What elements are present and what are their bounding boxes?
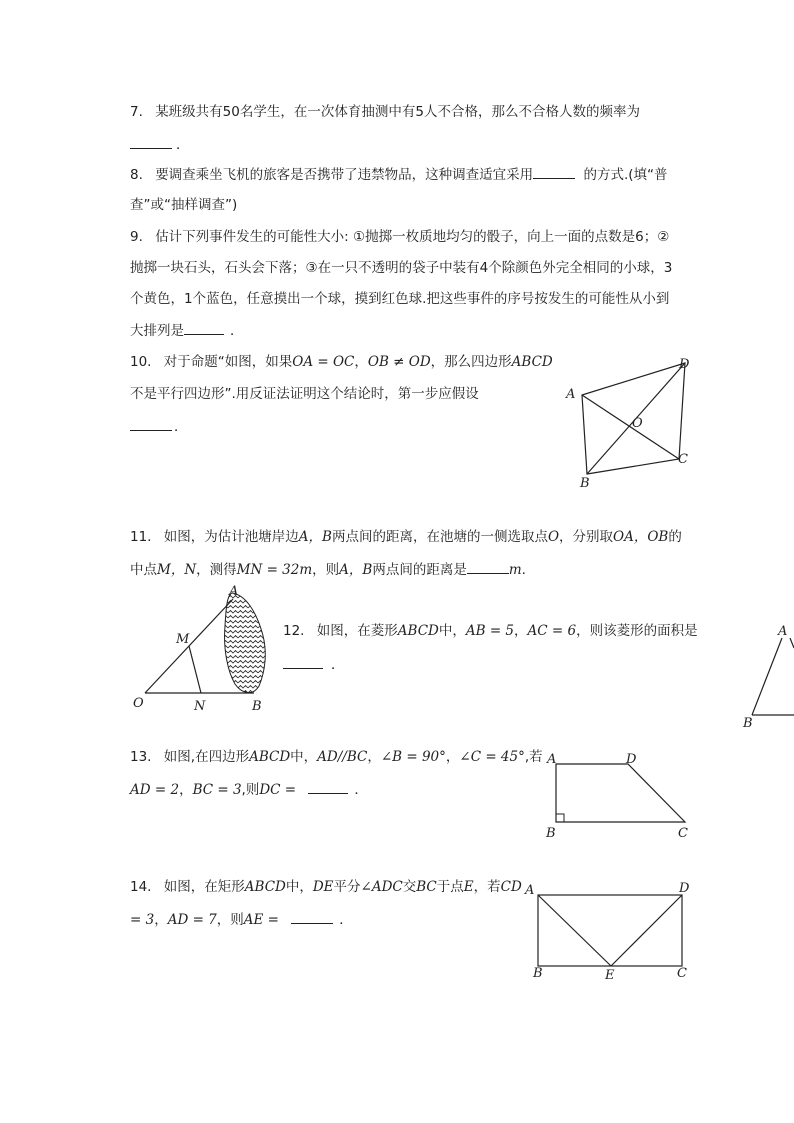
q9-number: 9. [130,229,143,245]
q12-sep: ， [514,623,528,639]
q7-line2 [130,134,190,155]
q9-line2 [130,258,672,278]
q11-text-a: 如图，为估计池塘岸边 [163,529,299,545]
q9-line2-text: 抛掷一块石头，石头会下落；③在一只不透明的袋子中装有4个除颜色外完全相同的小球，3 [130,260,673,276]
q10-line3 [130,416,188,437]
q11-label-b: B [252,699,262,714]
q11-text-g: ，则 [312,562,340,578]
q13-text-d: ,则 [241,782,260,798]
q13-sep-3: ， [179,782,193,798]
q10-condition-2: OB ≠ OD [367,354,431,370]
q10-line1 [130,352,553,372]
q11-points-ab-2: A，B [339,562,373,578]
q13-right-angle-mark [556,814,564,822]
q12-side-ad [790,638,794,648]
q12-end: ． [331,657,345,673]
q10-line2 [130,384,479,404]
q8-text-c: 查”或“抽样调查”) [130,197,238,213]
q14-line2 [130,909,353,930]
q7-number: 7. [130,104,143,120]
q14-text-f: ，若 [473,879,501,895]
q8-line2 [130,195,237,215]
q12-line1 [283,621,698,641]
q13-label-a: A [547,752,557,767]
q12-label-a: A [778,624,788,639]
q10-condition-1: OA = OC [292,354,355,370]
q14-text-b: 中， [285,879,313,895]
q14-cd-value: = 3 [130,912,155,928]
q10-sep: ， [354,354,368,370]
q14-end: ． [339,912,353,928]
q11-text-b: 两点间的距离，在池塘的一侧选取点 [331,529,548,545]
q13-text-c: ,若 [524,749,543,765]
q10-end: ． [174,419,188,435]
q11-equation: MN = 32m [236,562,313,578]
q13-line2 [130,779,368,800]
q10-label-b: B [580,476,590,491]
q14-answer-blank[interactable] [291,909,333,924]
q14-text-g: ，则 [216,912,244,928]
q11-unit: m [508,562,522,578]
q14-e: E [463,879,474,895]
q13-quad: ABCD [249,749,291,765]
q14-figure [520,878,700,988]
q14-cd: CD [500,879,522,895]
q14-rectangle [538,895,682,966]
q11-line1 [130,527,682,547]
q9-line1-text: 估计下列事件发生的可能性大小: ①抛掷一枚质地均匀的骰子，向上一面的点数是6；② [155,229,670,245]
q10-number: 10. [130,354,152,370]
q14-segment-de [611,895,682,966]
q14-ad: AD = 7 [167,912,217,928]
q14-label-d: D [679,881,690,896]
q10-figure [560,350,700,490]
q9-line4-text: 大排列是 [130,323,184,339]
q11-text-h: 两点间的距离是 [372,562,467,578]
q9-line3-text: 个黄色，1个蓝色，任意摸出一个球，摸到红色球.把这些事件的序号按发生的可能性从小到 [130,291,670,307]
q9-line4 [130,320,244,341]
q12-number: 12. [283,623,305,639]
q11-text-e: 中点 [130,562,157,578]
q7-answer-blank[interactable] [130,134,172,149]
q9-end: ． [230,323,244,339]
q13-bc: BC = 3 [192,782,242,798]
q14-sep: ， [154,912,168,928]
q13-text-b: 中， [290,749,318,765]
q8-text-b: 的方式.(填“普 [583,167,668,183]
q10-diagonal-ac [582,395,679,459]
q9-answer-blank[interactable] [184,320,224,335]
q7-line1 [130,102,640,122]
q12-ab: AB = 5 [465,623,515,639]
q8-text-a: 要调查乘坐飞机的旅客是否携带了违禁物品，这种调查适宜采用 [155,167,534,183]
q10-label-o: O [632,416,643,431]
q8-line1 [130,164,668,185]
q7-text: 某班级共有50名学生，在一次体育抽测中有5人不合格，那么不合格人数的频率为 [155,104,640,120]
q14-label-c: C [677,966,687,981]
q13-angle-b: ∠B = 90° [380,749,446,765]
q13-sep-1: ， [367,749,381,765]
q13-label-d: D [626,752,637,767]
q12-label-b: B [743,716,753,731]
q10-quad: ABCD [511,354,553,370]
q13-label-c: C [678,826,688,841]
q11-point-o: O [547,529,560,545]
q12-line2 [283,654,345,675]
q13-parallel: AD//BC [317,749,368,765]
q12-figure-partial [740,620,794,730]
q14-bc: BC [416,879,437,895]
q13-dc: DC = [259,782,297,798]
q14-ae: AE = [243,912,279,928]
q14-label-b: B [533,966,543,981]
q14-label-a: A [525,883,535,898]
q10-text-b: ，那么四边形 [430,354,512,370]
q11-label-n: N [194,699,206,714]
q12-ac: AC = 6 [527,623,577,639]
q12-text-c: ，则该菱形的面积是 [576,623,698,639]
q10-answer-blank[interactable] [130,416,172,431]
q14-text-c: 平分 [333,879,361,895]
q11-end: . [521,562,526,578]
q10-label-c: C [678,452,688,467]
q14-line1 [130,877,522,897]
q10-text-a: 对于命题“如图，如果 [163,354,293,370]
q8-answer-blank[interactable] [533,164,575,179]
q14-text-e: 于点 [436,879,464,895]
q7-end: ． [176,137,190,153]
q12-text-b: 中， [438,623,466,639]
q12-side-ab [752,638,782,715]
q11-text-f: ，测得 [196,562,237,578]
q13-angle-c: ∠C = 45° [459,749,525,765]
q9-line3 [130,289,669,309]
q9-line1 [130,227,669,247]
q13-text-a: 如图,在四边形 [163,749,250,765]
q14-number: 14. [130,879,152,895]
q13-sep-2: ， [445,749,460,765]
q11-points-ab: A，B [298,529,332,545]
q11-answer-blank[interactable] [467,559,509,574]
q11-pond [225,593,266,693]
q14-text-d: 交 [402,879,417,895]
q8-number: 8. [130,167,143,183]
q11-line2 [130,559,526,580]
q11-figure [128,580,278,715]
q14-angle: ∠ADC [360,879,403,895]
q13-end: ． [354,782,368,798]
q13-answer-blank[interactable] [308,779,348,794]
q11-points-mn: M，N [157,562,197,578]
q11-text-c: ，分别取 [559,529,614,545]
q10-line2-text: 不是平行四边形”.用反证法证明这个结论时，第一步应假设 [130,386,479,402]
q14-text-a: 如图，在矩形 [163,879,245,895]
q13-line1 [130,747,543,767]
q11-segment-mn [189,646,201,693]
q12-text-a: 如图，在菱形 [316,623,398,639]
q14-label-e: E [605,968,615,983]
q14-de: DE [312,879,334,895]
q10-label-a: A [566,387,576,402]
q13-ad: AD = 2 [130,782,180,798]
q11-label-o: O [133,696,144,711]
q11-text-d: 的 [668,529,682,545]
q13-figure [540,748,700,843]
q11-label-m: M [176,632,190,647]
q13-trapezoid [556,764,685,822]
q14-quad: ABCD [244,879,286,895]
q10-label-d: D [679,357,690,372]
q13-label-b: B [546,826,556,841]
q11-label-a: A [229,584,239,599]
q12-quad: ABCD [397,623,439,639]
q13-number: 13. [130,749,152,765]
q14-segment-ae [538,895,611,966]
q11-segments: OA，OB [613,529,669,545]
q11-number: 11. [130,529,152,545]
q12-answer-blank[interactable] [283,654,323,669]
